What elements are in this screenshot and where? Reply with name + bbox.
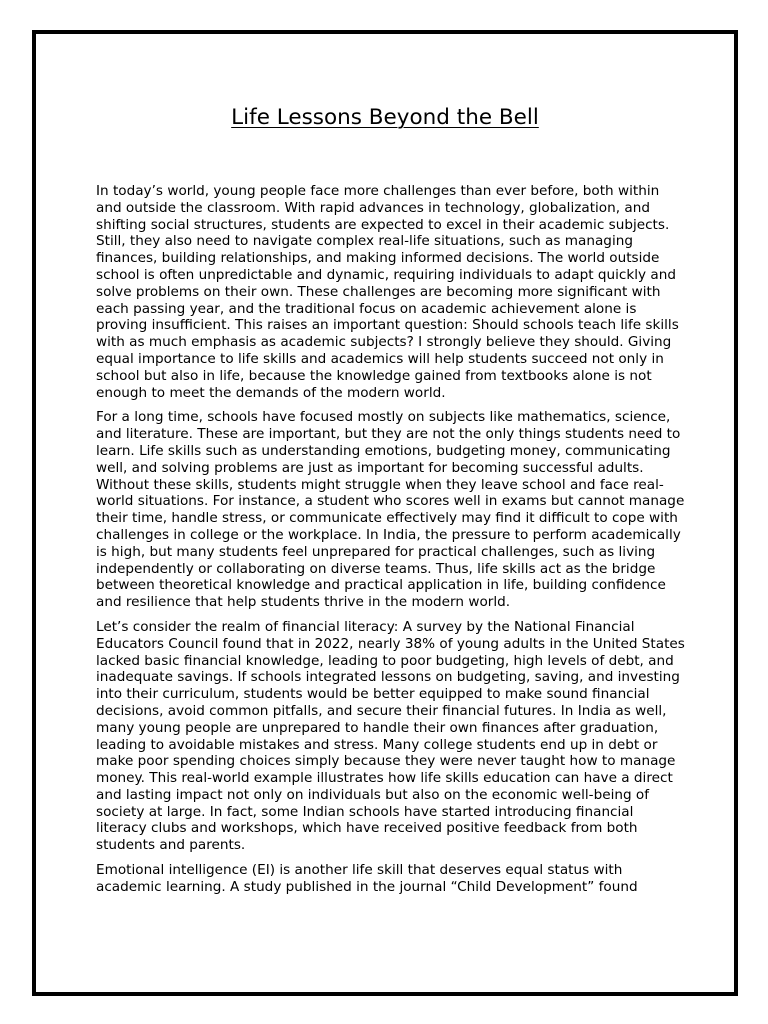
document-body	[96, 183, 686, 904]
page-frame	[32, 30, 738, 996]
paragraph-financial-literacy: Let’s consider the realm of financial literacy: A survey by the National Financial Educators Council found that in 2022, nearly 38% of young adults in the United States lacked basic financial knowledge, leading to poor budgeting, high levels of debt, and inadequate savings. If schools integrated lessons on budgeting, saving, and investing into their curriculum, students would be better equipped to make sound financial decisions, avoid common pitfalls, and secure their financial futures. In India as well, many young people are unprepared to handle their own finances after graduation, leading to avoidable mistakes and stress. Many college students end up in debt or make poor spending choices simply because they were never taught how to manage money. This real-world example illustrates how life skills education can have a direct and lasting impact not only on individuals but also on the economic well-being of society at large. In fact, some Indian schools have started introducing financial literacy clubs and workshops, which have received positive feedback from both students and parents.	[96, 618, 685, 854]
paragraph-life-skills: For a long time, schools have focused mostly on subjects like mathematics, science, and literature. These are important, but they are not the only things students need to learn. Life skills such as understanding emotions, budgeting money, communicating well, and solving problems are just as important for becoming successful adults. Without these skills, students might struggle when they leave school and face real-world situations. For instance, a student who scores well in exams but cannot manage their time, handle stress, or communicate effectively may find it difficult to cope with challenges in college or the workplace. In India, the pressure to perform academically is high, but many students feel unprepared for practical challenges, such as living independently or collaborating on diverse teams. Thus, life skills act as the bridge between theoretical knowledge and practical application in life, building confidence and resilience that help students thrive in the modern world.	[96, 409, 685, 611]
document-title: Life Lessons Beyond the Bell	[231, 105, 539, 130]
paragraph-intro: In today’s world, young people face more challenges than ever before, both within and outside the classroom. With rapid advances in technology, globalization, and shifting social structures, students are expected to excel in their academic subjects. Still, they also need to navigate complex real-life situations, such as managing finances, building relationships, and making informed decisions. The world outside school is often unpredictable and dynamic, requiring individuals to adapt quickly and solve problems on their own. These challenges are becoming more significant with each passing year, and the traditional focus on academic achievement alone is proving insufficient. This raises an important question: Should schools teach life skills with as much emphasis as academic subjects? I strongly believe they should. Giving equal importance to life skills and academics will help students succeed not only in school but also in life, because the knowledge gained from textbooks alone is not enough to meet the demands of the modern world.	[96, 183, 679, 401]
paragraph-emotional-intelligence: Emotional intelligence (EI) is another life skill that deserves equal status with academic learning. A study published in the journal “Child Development” found	[96, 862, 638, 895]
